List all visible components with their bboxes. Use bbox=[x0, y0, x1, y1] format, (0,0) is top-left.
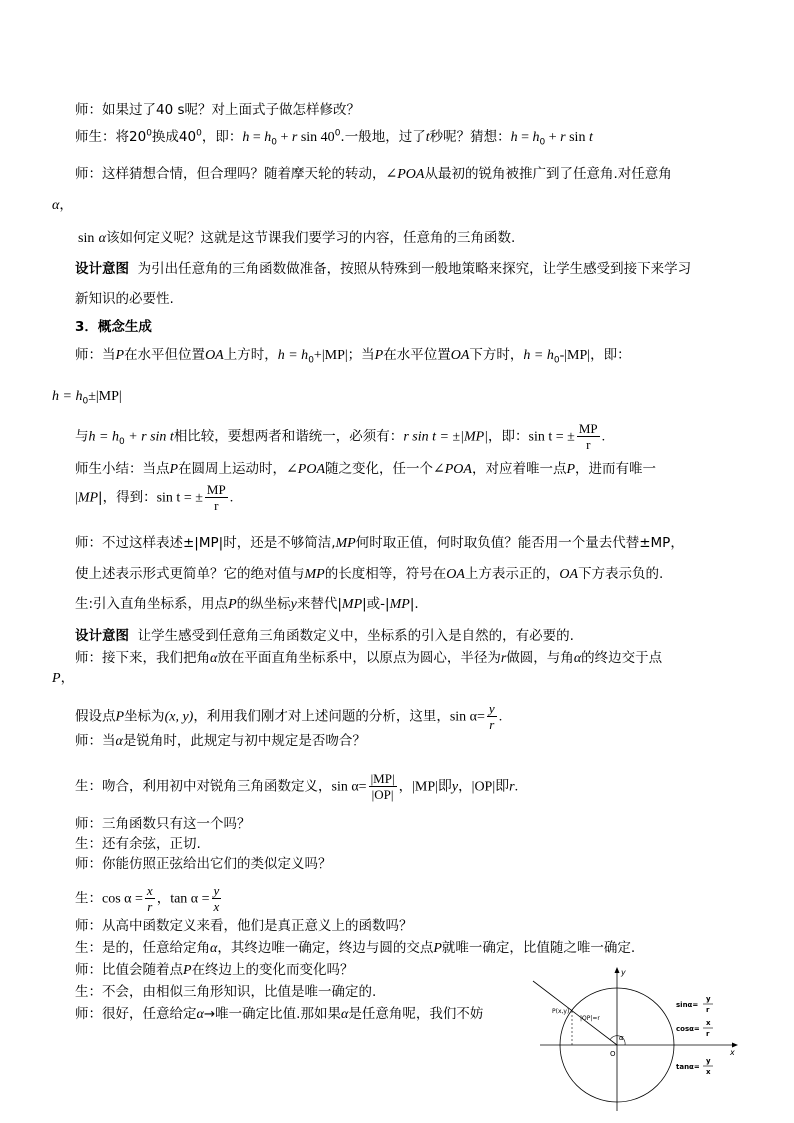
section-title: 3．概念生成 bbox=[75, 319, 152, 335]
degree-sup: 0 bbox=[196, 128, 202, 139]
text: 下方时， bbox=[469, 347, 524, 363]
math: ∠POA bbox=[433, 462, 472, 477]
line-5 bbox=[78, 232, 515, 246]
math: P bbox=[433, 941, 442, 956]
text: |或-| bbox=[362, 596, 390, 612]
math: α bbox=[115, 734, 123, 749]
line-20 bbox=[75, 701, 502, 732]
math: P bbox=[183, 963, 192, 978]
math: P bbox=[169, 462, 179, 477]
math-sub: 0 bbox=[553, 355, 560, 366]
math: h bbox=[264, 130, 272, 145]
line-11 bbox=[75, 421, 605, 452]
math: sin t = ± bbox=[528, 429, 575, 445]
unit-circle-figure bbox=[520, 963, 750, 1113]
math: sin α= bbox=[449, 709, 485, 725]
text: 换成40 bbox=[151, 129, 197, 145]
tan-ratio-label: tanα= bbox=[676, 1063, 700, 1071]
line-25 bbox=[75, 858, 332, 872]
fraction-y-over-x bbox=[212, 883, 222, 914]
text: 师：从高中函数定义来看，他们是真正意义上的函数吗？ bbox=[75, 918, 413, 934]
fraction-mp-over-op bbox=[369, 771, 397, 802]
line-17 bbox=[75, 630, 574, 644]
math: MP bbox=[341, 597, 363, 612]
text: 做圆，与角 bbox=[506, 650, 574, 666]
math: α bbox=[52, 198, 60, 213]
fraction-mp-over-r bbox=[205, 482, 228, 513]
text: 的纵坐标 bbox=[236, 596, 291, 612]
terminal-side bbox=[533, 981, 617, 1045]
line-23 bbox=[75, 818, 251, 832]
math: +|MP| bbox=[313, 348, 348, 363]
sin-ratio-numerator: y bbox=[706, 995, 711, 1003]
math: t bbox=[425, 130, 430, 145]
text: 坐标为 bbox=[124, 708, 165, 725]
text: 的终边交于点 bbox=[581, 650, 663, 666]
cos-ratio-label: cosα= bbox=[676, 1025, 700, 1033]
math: α bbox=[196, 1007, 204, 1022]
text: 在水平但位置 bbox=[124, 347, 206, 363]
text: 师：当 bbox=[75, 347, 116, 363]
math: α bbox=[210, 941, 218, 956]
text: 的长度相等，符号在 bbox=[324, 566, 447, 582]
text: ， bbox=[398, 778, 413, 795]
text: . bbox=[498, 709, 503, 725]
math: = bbox=[517, 130, 533, 145]
line-4 bbox=[52, 199, 73, 213]
angle-label: α bbox=[619, 1034, 624, 1042]
math: P bbox=[374, 348, 384, 363]
math: ±|MP| bbox=[88, 389, 122, 404]
line-2 bbox=[75, 128, 593, 148]
text: 就唯一确定，比值随之唯一确定. bbox=[441, 940, 636, 956]
denominator: |OP| bbox=[371, 787, 394, 802]
math: -|MP| bbox=[559, 348, 591, 363]
math: h = h bbox=[523, 348, 554, 363]
math: P bbox=[566, 462, 576, 477]
math: sin bbox=[565, 130, 589, 145]
teacher-question-40s: 师：如果过了40 s呢？对上面式子做怎样修改？ bbox=[75, 102, 361, 118]
text: 在终边上的变化而变化吗？ bbox=[191, 962, 354, 978]
text: ，对应着唯一点 bbox=[471, 461, 567, 477]
math: cos α = bbox=[102, 891, 143, 907]
line-10 bbox=[52, 389, 122, 407]
line-9 bbox=[75, 347, 631, 366]
math: α bbox=[340, 1007, 349, 1022]
sin-ratio-label: sinα= bbox=[676, 1001, 699, 1009]
design-intent-label: 设计意图 bbox=[75, 628, 129, 644]
text: 生：不会，由相似三角形知识，比值是唯一确定的. bbox=[75, 984, 377, 1000]
text: 放在平面直角坐标系中，以原点为圆心，半径为 bbox=[217, 650, 501, 666]
text: 新知识的必要性. bbox=[75, 291, 174, 307]
math: r bbox=[560, 130, 566, 145]
math: sin 40 bbox=[297, 130, 335, 145]
fraction-x-over-r bbox=[145, 883, 155, 914]
line-19 bbox=[52, 672, 74, 686]
math: y bbox=[451, 779, 459, 795]
math: h = h bbox=[52, 389, 83, 404]
text: 是任意角呢，我们不妨 bbox=[348, 1006, 484, 1022]
text: 生:引入直角坐标系，用点 bbox=[75, 596, 229, 612]
line-31 bbox=[75, 1008, 483, 1022]
math: α bbox=[210, 651, 218, 666]
math: tan α = bbox=[170, 891, 210, 907]
math: |MP|即 bbox=[412, 779, 452, 795]
math: h = h bbox=[88, 429, 119, 445]
text: 师：这样猜想合情，但合理吗？随着摩天轮的转动， bbox=[75, 166, 386, 182]
math: ∠POA bbox=[385, 167, 425, 182]
line-26 bbox=[75, 883, 223, 914]
text: 师：很好，任意给定 bbox=[75, 1006, 197, 1022]
math: P bbox=[228, 597, 237, 612]
text: 师：不过这样表述±|MP|时，还是不够简洁, bbox=[75, 535, 336, 551]
line-21 bbox=[75, 735, 366, 749]
numerator: x bbox=[146, 883, 153, 898]
text: |，得到： bbox=[98, 489, 157, 506]
text: 师生小结：当点 bbox=[75, 461, 170, 477]
line-1 bbox=[75, 104, 360, 118]
math: ∠POA bbox=[286, 462, 326, 477]
text: 生：是的，任意给定角 bbox=[75, 940, 210, 956]
denominator: r bbox=[214, 498, 219, 513]
math: r sin t = ±|MP| bbox=[403, 429, 489, 445]
line-30 bbox=[75, 986, 376, 1000]
math: r bbox=[291, 130, 298, 145]
line-16 bbox=[75, 598, 419, 612]
text: 师：接下来，我们把角 bbox=[75, 650, 210, 666]
line-3 bbox=[75, 168, 672, 182]
text: 使上述表示形式更简单？它的绝对值与 bbox=[75, 566, 305, 582]
text: 师：你能仿照正弦给出它们的类似定义吗？ bbox=[75, 856, 332, 872]
math: + bbox=[276, 130, 292, 145]
text: 从最初的锐角被推广到了任意角.对任意角 bbox=[424, 166, 672, 182]
math: α bbox=[98, 231, 106, 246]
text: 师生：将20 bbox=[75, 129, 147, 145]
text: 下方表示负的. bbox=[578, 566, 664, 582]
line-14 bbox=[75, 537, 684, 551]
fraction-y-over-r bbox=[487, 701, 497, 732]
sin-ratio-denominator: r bbox=[706, 1006, 710, 1014]
math: OA bbox=[450, 348, 470, 363]
math: MP bbox=[335, 536, 356, 551]
text: 何时取正值，何时取负值？能否用一个量去代替±MP， bbox=[355, 535, 684, 551]
math: h bbox=[532, 130, 540, 145]
math: sin α= bbox=[331, 779, 367, 795]
math: P bbox=[115, 709, 125, 725]
text: →唯一确定比值.那如果 bbox=[203, 1006, 341, 1022]
text: 在圆周上运动时， bbox=[178, 461, 287, 477]
text: 秒呢？猜想： bbox=[429, 129, 511, 145]
text: ，即： bbox=[590, 347, 631, 363]
origin-label: O bbox=[610, 1050, 616, 1058]
text: 生：还有余弦，正切. bbox=[75, 836, 201, 852]
line-29 bbox=[75, 964, 354, 978]
text: .一般地，过了 bbox=[340, 129, 426, 145]
denominator: r bbox=[147, 899, 153, 914]
y-axis-label: y bbox=[621, 968, 626, 977]
math: y bbox=[290, 597, 297, 612]
denominator: r bbox=[489, 717, 495, 732]
text: |. bbox=[409, 596, 419, 612]
line-22 bbox=[75, 771, 518, 802]
math: + r sin t bbox=[124, 429, 174, 445]
math: MP bbox=[389, 597, 410, 612]
cos-ratio-numerator: x bbox=[706, 1019, 711, 1027]
math: h = h bbox=[277, 348, 309, 363]
text: ， bbox=[60, 670, 75, 686]
math: = bbox=[249, 130, 265, 145]
text: 生： bbox=[75, 890, 102, 907]
line-28 bbox=[75, 942, 635, 956]
math: r bbox=[509, 779, 515, 795]
numerator: y bbox=[488, 701, 495, 716]
math: h bbox=[510, 130, 518, 145]
text: 上方时， bbox=[223, 347, 278, 363]
text: 生：吻合，利用初中对锐角三角函数定义， bbox=[75, 778, 332, 795]
text: 在水平位置 bbox=[383, 347, 451, 363]
math: OA bbox=[205, 348, 224, 363]
fraction-mp-over-r bbox=[577, 421, 600, 452]
text: 该如何定义呢？这就是这节课我们要学习的内容，任意角的三角函数. bbox=[106, 230, 516, 246]
math-sub: 0 bbox=[118, 437, 125, 448]
text: 为引出任意角的三角函数做准备，按照从特殊到一般地策略来探究，让学生感受到接下来学习 bbox=[137, 261, 692, 277]
point-label: P(x,y) bbox=[552, 1008, 570, 1015]
denominator: x bbox=[213, 899, 220, 914]
line-6 bbox=[75, 263, 691, 277]
text: ；当 bbox=[347, 347, 375, 363]
text: ，即： bbox=[201, 129, 243, 145]
math: sin bbox=[78, 231, 95, 246]
math: t bbox=[588, 130, 593, 145]
x-axis-arrow bbox=[732, 1043, 738, 1048]
text: ，其终边唯一确定，终边与圆的交点 bbox=[217, 940, 434, 956]
numerator: MP bbox=[578, 421, 598, 436]
text: . bbox=[229, 490, 234, 506]
math-sub: 0 bbox=[82, 396, 89, 407]
math: sin t = ± bbox=[156, 490, 203, 506]
line-27 bbox=[75, 920, 413, 934]
text: ，即： bbox=[488, 428, 529, 445]
design-intent-label: 设计意图 bbox=[75, 261, 129, 277]
math: | bbox=[75, 490, 78, 506]
degree-sup: 0 bbox=[146, 128, 152, 139]
y-axis-arrow bbox=[615, 967, 620, 973]
denominator: r bbox=[586, 437, 591, 452]
math: P bbox=[52, 671, 61, 686]
radius-label: |OP|=r bbox=[580, 1015, 600, 1022]
text: 上方表示正的， bbox=[464, 566, 560, 582]
line-24 bbox=[75, 838, 201, 852]
text: 师：三角函数只有这一个吗？ bbox=[75, 816, 251, 832]
tan-ratio-numerator: y bbox=[706, 1057, 711, 1065]
text: . bbox=[514, 779, 519, 795]
text: . bbox=[601, 429, 606, 445]
text: 是锐角时，此规定与初中规定是否吻合？ bbox=[122, 733, 366, 749]
math-sub: 0 bbox=[271, 137, 277, 148]
math-sub: 0 bbox=[308, 355, 314, 366]
text: 师：比值会随着点 bbox=[75, 962, 183, 978]
text: 随之变化，任一个 bbox=[325, 461, 434, 477]
math: MP bbox=[77, 490, 99, 506]
text: 与 bbox=[75, 428, 89, 445]
math: + bbox=[545, 130, 561, 145]
text: ，利用我们刚才对上述问题的分析，这里， bbox=[193, 708, 450, 725]
line-15 bbox=[75, 568, 663, 582]
text: 师：当 bbox=[75, 733, 116, 749]
math: |OP|即 bbox=[471, 779, 510, 795]
text: ， bbox=[156, 890, 171, 907]
math: α bbox=[573, 651, 582, 666]
numerator: MP bbox=[206, 482, 226, 497]
math: P bbox=[115, 348, 125, 363]
text: ， bbox=[59, 197, 73, 213]
line-18 bbox=[75, 652, 662, 666]
text: 相比较，要想两者和谐统一，必须有： bbox=[173, 428, 404, 445]
math: OA bbox=[559, 567, 579, 582]
line-7 bbox=[75, 293, 174, 307]
text: 让学生感受到任意角三角函数定义中，坐标系的引入是自然的，有必要的. bbox=[137, 628, 574, 644]
math: (x, y) bbox=[164, 709, 194, 725]
text: ，进而有唯一 bbox=[575, 461, 657, 477]
text: ， bbox=[458, 778, 472, 795]
line-12 bbox=[75, 463, 656, 477]
math: r bbox=[500, 651, 507, 666]
math: OA bbox=[446, 567, 465, 582]
section-heading bbox=[75, 321, 152, 335]
math: h bbox=[242, 130, 250, 145]
math-sub: 0 bbox=[539, 137, 546, 148]
tan-ratio-denominator: x bbox=[706, 1068, 711, 1076]
numerator: |MP| bbox=[370, 771, 395, 786]
text: 假设点 bbox=[75, 708, 116, 725]
degree-sup: 0 bbox=[334, 128, 341, 139]
x-axis-label: x bbox=[730, 1048, 735, 1057]
line-13 bbox=[75, 482, 233, 513]
cos-ratio-denominator: r bbox=[706, 1030, 710, 1038]
numerator: y bbox=[213, 883, 220, 898]
text: 来替代| bbox=[296, 596, 342, 612]
math: MP bbox=[304, 567, 325, 582]
